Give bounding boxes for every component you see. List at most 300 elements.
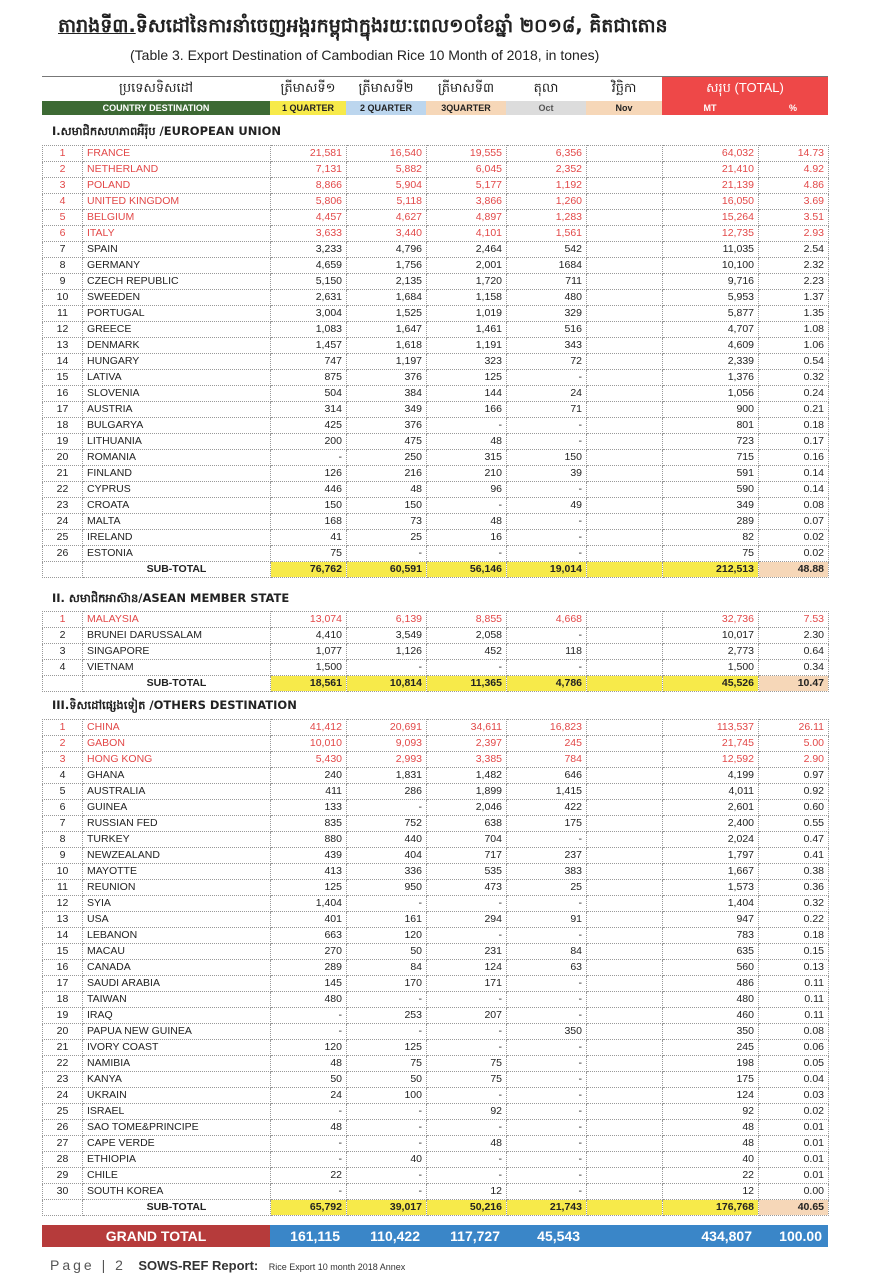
q2-value: -: [347, 546, 427, 562]
q1-value: 48: [271, 1056, 347, 1072]
total-pct: 2.90: [759, 752, 829, 768]
grand-total-label: GRAND TOTAL: [42, 1225, 270, 1247]
q1-value: 663: [271, 928, 347, 944]
country-name: SYIA: [83, 896, 271, 912]
q1-value: -: [271, 1184, 347, 1200]
country-name: SLOVENIA: [83, 386, 271, 402]
oct-value: 1,561: [507, 226, 587, 242]
total-mt: 12,735: [663, 226, 759, 242]
total-mt: 245: [663, 1040, 759, 1056]
table-row: [43, 482, 829, 498]
table-row: [43, 402, 829, 418]
table-row: [43, 146, 829, 162]
q3-value: 210: [427, 466, 507, 482]
table-row: [43, 1072, 829, 1088]
q1-value: 747: [271, 354, 347, 370]
oct-value: 542: [507, 242, 587, 258]
nov-value: [587, 1184, 663, 1200]
row-index: 25: [43, 1104, 83, 1120]
subtotal-total-pct: 10.47: [759, 676, 829, 692]
subtotal-total-pct: 48.88: [759, 562, 829, 578]
total-mt: 15,264: [663, 210, 759, 226]
q1-value: 5,150: [271, 274, 347, 290]
total-pct: 0.21: [759, 402, 829, 418]
table-row: [43, 1136, 829, 1152]
total-pct: 1.35: [759, 306, 829, 322]
row-index: 3: [43, 644, 83, 660]
row-index: 30: [43, 1184, 83, 1200]
total-pct: 0.55: [759, 816, 829, 832]
q3-value: 124: [427, 960, 507, 976]
total-pct: 1.06: [759, 338, 829, 354]
q2-value: 349: [347, 402, 427, 418]
row-index: 28: [43, 1152, 83, 1168]
table-others: [42, 719, 829, 1216]
header-pct: %: [758, 101, 828, 115]
total-pct: 0.00: [759, 1184, 829, 1200]
q2-value: -: [347, 1120, 427, 1136]
oct-value: 711: [507, 274, 587, 290]
row-index: 24: [43, 1088, 83, 1104]
total-mt: 1,404: [663, 896, 759, 912]
nov-value: [587, 1152, 663, 1168]
q3-value: 5,177: [427, 178, 507, 194]
q3-value: 1,019: [427, 306, 507, 322]
country-name: KANYA: [83, 1072, 271, 1088]
country-name: PAPUA NEW GUINEA: [83, 1024, 271, 1040]
total-mt: 635: [663, 944, 759, 960]
header-nov-kh: វិច្ឆិកា: [586, 77, 662, 102]
q1-value: 1,404: [271, 896, 347, 912]
country-name: CAPE VERDE: [83, 1136, 271, 1152]
section-title-asean: II. សមាជិកអាស៊ាន/ASEAN MEMBER STATE: [52, 591, 290, 605]
q1-value: 120: [271, 1040, 347, 1056]
q3-value: 2,001: [427, 258, 507, 274]
q2-value: -: [347, 1024, 427, 1040]
table-row: [43, 736, 829, 752]
total-pct: 0.17: [759, 434, 829, 450]
q1-value: 13,074: [271, 612, 347, 628]
oct-value: -: [507, 992, 587, 1008]
total-mt: 48: [663, 1120, 759, 1136]
oct-value: -: [507, 1136, 587, 1152]
q2-value: 125: [347, 1040, 427, 1056]
q1-value: 22: [271, 1168, 347, 1184]
total-pct: 0.01: [759, 1168, 829, 1184]
oct-value: -: [507, 546, 587, 562]
nov-value: [587, 530, 663, 546]
total-mt: 723: [663, 434, 759, 450]
q2-value: 5,882: [347, 162, 427, 178]
q2-value: 150: [347, 498, 427, 514]
total-pct: 0.16: [759, 450, 829, 466]
section-title-others: III.ទិសដៅផ្សេងទៀត /OTHERS DESTINATION: [52, 698, 297, 712]
row-index: 4: [43, 768, 83, 784]
total-pct: 0.15: [759, 944, 829, 960]
country-name: BULGARYA: [83, 418, 271, 434]
row-index: 4: [43, 194, 83, 210]
total-mt: 10,100: [663, 258, 759, 274]
nov-value: [587, 864, 663, 880]
total-mt: 4,707: [663, 322, 759, 338]
row-index: 26: [43, 546, 83, 562]
table-row: [43, 784, 829, 800]
total-mt: 2,024: [663, 832, 759, 848]
oct-value: 25: [507, 880, 587, 896]
total-pct: 4.92: [759, 162, 829, 178]
table-row: [43, 338, 829, 354]
q2-value: -: [347, 896, 427, 912]
row-index: 13: [43, 912, 83, 928]
row-index: 22: [43, 482, 83, 498]
grand-total-mt: 434,807: [662, 1225, 758, 1247]
country-name: CYPRUS: [83, 482, 271, 498]
oct-value: 4,668: [507, 612, 587, 628]
country-name: BELGIUM: [83, 210, 271, 226]
header-q2-kh: ត្រីមាសទី២: [346, 77, 426, 102]
country-name: HUNGARY: [83, 354, 271, 370]
nov-value: [587, 816, 663, 832]
oct-value: -: [507, 1040, 587, 1056]
oct-value: 237: [507, 848, 587, 864]
q2-value: -: [347, 660, 427, 676]
q1-value: 411: [271, 784, 347, 800]
q1-value: -: [271, 450, 347, 466]
country-name: ETHIOPIA: [83, 1152, 271, 1168]
header-country-kh: ប្រទេសទិសដៅ: [42, 77, 270, 102]
table-row: [43, 386, 829, 402]
grand-total-q1: 161,115: [270, 1225, 346, 1247]
q1-value: 880: [271, 832, 347, 848]
nov-value: [587, 178, 663, 194]
row-index: 15: [43, 370, 83, 386]
q3-value: -: [427, 1040, 507, 1056]
total-pct: 0.02: [759, 546, 829, 562]
oct-value: -: [507, 514, 587, 530]
q3-value: 717: [427, 848, 507, 864]
total-mt: 64,032: [663, 146, 759, 162]
q3-value: 231: [427, 944, 507, 960]
q1-value: 125: [271, 880, 347, 896]
total-mt: 289: [663, 514, 759, 530]
q2-value: -: [347, 800, 427, 816]
total-pct: 0.24: [759, 386, 829, 402]
country-name: IVORY COAST: [83, 1040, 271, 1056]
subtotal-q2-value: 39,017: [347, 1200, 427, 1216]
nov-value: [587, 976, 663, 992]
country-name: SAO TOME&PRINCIPE: [83, 1120, 271, 1136]
oct-value: -: [507, 660, 587, 676]
q1-value: 240: [271, 768, 347, 784]
row-index: 5: [43, 784, 83, 800]
nov-value: [587, 960, 663, 976]
total-mt: 113,537: [663, 720, 759, 736]
total-mt: 21,745: [663, 736, 759, 752]
nov-value: [587, 720, 663, 736]
row-index: 23: [43, 498, 83, 514]
header-q3: 3QUARTER: [426, 101, 506, 115]
q3-value: 294: [427, 912, 507, 928]
q1-value: -: [271, 1008, 347, 1024]
nov-value: [587, 1072, 663, 1088]
q2-value: 170: [347, 976, 427, 992]
country-name: SOUTH KOREA: [83, 1184, 271, 1200]
oct-value: -: [507, 1184, 587, 1200]
country-name: ESTONIA: [83, 546, 271, 562]
total-pct: 0.97: [759, 768, 829, 784]
row-index: 3: [43, 178, 83, 194]
q2-value: 9,093: [347, 736, 427, 752]
nov-value: [587, 482, 663, 498]
q3-value: 3,385: [427, 752, 507, 768]
q2-value: 16,540: [347, 146, 427, 162]
country-name: DENMARK: [83, 338, 271, 354]
q2-value: 286: [347, 784, 427, 800]
nov-value: [587, 752, 663, 768]
country-name: IRAQ: [83, 1008, 271, 1024]
table-row: [43, 944, 829, 960]
q1-value: 10,010: [271, 736, 347, 752]
oct-value: 2,352: [507, 162, 587, 178]
row-index: 23: [43, 1072, 83, 1088]
q3-value: 473: [427, 880, 507, 896]
section-title-eu: I.សមាជិកសហភាពអឺរ៉ុប /EUROPEAN UNION: [52, 124, 282, 138]
q3-value: 166: [427, 402, 507, 418]
country-name: MAYOTTE: [83, 864, 271, 880]
table-row: [43, 274, 829, 290]
table-row: [43, 178, 829, 194]
table-row: [43, 1120, 829, 1136]
q2-value: 161: [347, 912, 427, 928]
nov-value: [587, 992, 663, 1008]
oct-value: -: [507, 1008, 587, 1024]
nov-value: [587, 912, 663, 928]
table-eu: [42, 145, 829, 578]
total-mt: 9,716: [663, 274, 759, 290]
q2-value: 1,647: [347, 322, 427, 338]
q1-value: 133: [271, 800, 347, 816]
q3-value: -: [427, 928, 507, 944]
q2-value: 404: [347, 848, 427, 864]
total-mt: 4,199: [663, 768, 759, 784]
total-pct: 0.54: [759, 354, 829, 370]
row-index: 20: [43, 450, 83, 466]
country-name: SINGAPORE: [83, 644, 271, 660]
row-index: 14: [43, 354, 83, 370]
q2-value: 253: [347, 1008, 427, 1024]
country-name: POLAND: [83, 178, 271, 194]
q2-value: -: [347, 1136, 427, 1152]
subtotal-row-index: [43, 1200, 83, 1216]
q2-value: 1,197: [347, 354, 427, 370]
country-name: TURKEY: [83, 832, 271, 848]
row-index: 2: [43, 736, 83, 752]
total-mt: 21,410: [663, 162, 759, 178]
country-name: ISRAEL: [83, 1104, 271, 1120]
q3-value: 6,045: [427, 162, 507, 178]
oct-value: 1,415: [507, 784, 587, 800]
q2-value: -: [347, 1168, 427, 1184]
oct-value: 118: [507, 644, 587, 660]
nov-value: [587, 162, 663, 178]
total-pct: 3.69: [759, 194, 829, 210]
q1-value: 4,457: [271, 210, 347, 226]
q1-value: 24: [271, 1088, 347, 1104]
nov-value: [587, 784, 663, 800]
oct-value: 49: [507, 498, 587, 514]
nov-value: [587, 434, 663, 450]
q2-value: 84: [347, 960, 427, 976]
row-index: 10: [43, 290, 83, 306]
header-oct: Oct: [506, 101, 586, 115]
subtotal-oct-value: 4,786: [507, 676, 587, 692]
nov-value: [587, 736, 663, 752]
q3-value: 704: [427, 832, 507, 848]
row-index: 1: [43, 720, 83, 736]
oct-value: 383: [507, 864, 587, 880]
oct-value: -: [507, 928, 587, 944]
q2-value: 6,139: [347, 612, 427, 628]
total-mt: 1,500: [663, 660, 759, 676]
nov-value: [587, 644, 663, 660]
table-row: [43, 434, 829, 450]
row-index: 2: [43, 628, 83, 644]
total-mt: 1,056: [663, 386, 759, 402]
total-pct: 2.54: [759, 242, 829, 258]
table-row: [43, 1104, 829, 1120]
total-mt: 11,035: [663, 242, 759, 258]
q1-value: 41: [271, 530, 347, 546]
q3-value: 638: [427, 816, 507, 832]
total-pct: 0.07: [759, 514, 829, 530]
q3-value: 48: [427, 514, 507, 530]
q3-value: -: [427, 546, 507, 562]
q1-value: 504: [271, 386, 347, 402]
total-pct: 0.02: [759, 1104, 829, 1120]
total-pct: 0.11: [759, 1008, 829, 1024]
subtotal-q1-value: 65,792: [271, 1200, 347, 1216]
table-row: [43, 1152, 829, 1168]
nov-value: [587, 258, 663, 274]
nov-value: [587, 800, 663, 816]
total-pct: 5.00: [759, 736, 829, 752]
total-pct: 0.08: [759, 1024, 829, 1040]
table-number-khmer: តារាងទី៣.: [58, 15, 136, 37]
nov-value: [587, 1024, 663, 1040]
total-pct: 0.32: [759, 370, 829, 386]
q3-value: 315: [427, 450, 507, 466]
total-pct: 0.08: [759, 498, 829, 514]
q2-value: 376: [347, 370, 427, 386]
q2-value: 1,684: [347, 290, 427, 306]
country-name: UNITED KINGDOM: [83, 194, 271, 210]
total-mt: 12,592: [663, 752, 759, 768]
table-row: [43, 194, 829, 210]
q1-value: 5,430: [271, 752, 347, 768]
nov-value: [587, 660, 663, 676]
total-pct: 0.06: [759, 1040, 829, 1056]
row-index: 1: [43, 612, 83, 628]
grand-total-nov: [586, 1225, 662, 1247]
total-mt: 783: [663, 928, 759, 944]
row-index: 15: [43, 944, 83, 960]
q3-value: 1,158: [427, 290, 507, 306]
oct-value: 91: [507, 912, 587, 928]
oct-value: -: [507, 1088, 587, 1104]
total-pct: 0.11: [759, 992, 829, 1008]
subtotal-q3-value: 11,365: [427, 676, 507, 692]
grand-total-oct: 45,543: [506, 1225, 586, 1247]
q2-value: -: [347, 1104, 427, 1120]
total-mt: 48: [663, 1136, 759, 1152]
table-row: [43, 530, 829, 546]
oct-value: 16,823: [507, 720, 587, 736]
country-name: GHANA: [83, 768, 271, 784]
report-annex: Rice Export 10 month 2018 Annex: [268, 1262, 406, 1272]
row-index: 11: [43, 880, 83, 896]
header-q1: 1 QUARTER: [270, 101, 346, 115]
table-row: [43, 816, 829, 832]
oct-value: 646: [507, 768, 587, 784]
page-title-khmer: [58, 14, 668, 42]
page-footer: [50, 1257, 405, 1275]
row-index: 18: [43, 418, 83, 434]
total-pct: 0.14: [759, 482, 829, 498]
total-pct: 0.03: [759, 1088, 829, 1104]
country-name: LITHUANIA: [83, 434, 271, 450]
table-row: [43, 290, 829, 306]
q2-value: 1,831: [347, 768, 427, 784]
q1-value: 150: [271, 498, 347, 514]
nov-value: [587, 306, 663, 322]
total-mt: 40: [663, 1152, 759, 1168]
page-title-english: (Table 3. Export Destination of Cambodian Rice 10 Month of 2018, in tones): [130, 47, 600, 63]
total-pct: 0.18: [759, 418, 829, 434]
nov-value: [587, 514, 663, 530]
oct-value: 39: [507, 466, 587, 482]
total-mt: 460: [663, 1008, 759, 1024]
subtotal-country-name: SUB-TOTAL: [83, 676, 271, 692]
table-row: [43, 1168, 829, 1184]
row-index: 27: [43, 1136, 83, 1152]
total-mt: 5,953: [663, 290, 759, 306]
total-pct: 2.23: [759, 274, 829, 290]
oct-value: -: [507, 832, 587, 848]
table-row: [43, 354, 829, 370]
q1-value: 126: [271, 466, 347, 482]
total-mt: 349: [663, 498, 759, 514]
header-total-kh: សរុប (TOTAL): [662, 77, 828, 102]
q2-value: 2,993: [347, 752, 427, 768]
nov-value: [587, 274, 663, 290]
q1-value: 1,500: [271, 660, 347, 676]
q3-value: 4,897: [427, 210, 507, 226]
oct-value: -: [507, 628, 587, 644]
country-name: CHINA: [83, 720, 271, 736]
q1-value: 75: [271, 546, 347, 562]
q2-value: 4,796: [347, 242, 427, 258]
q1-value: 425: [271, 418, 347, 434]
total-mt: 2,601: [663, 800, 759, 816]
q3-value: 3,866: [427, 194, 507, 210]
subtotal-oct-value: 21,743: [507, 1200, 587, 1216]
total-pct: 2.32: [759, 258, 829, 274]
country-name: RUSSIAN FED: [83, 816, 271, 832]
country-name: MACAU: [83, 944, 271, 960]
total-pct: 0.36: [759, 880, 829, 896]
total-pct: 0.32: [759, 896, 829, 912]
total-pct: 4.86: [759, 178, 829, 194]
